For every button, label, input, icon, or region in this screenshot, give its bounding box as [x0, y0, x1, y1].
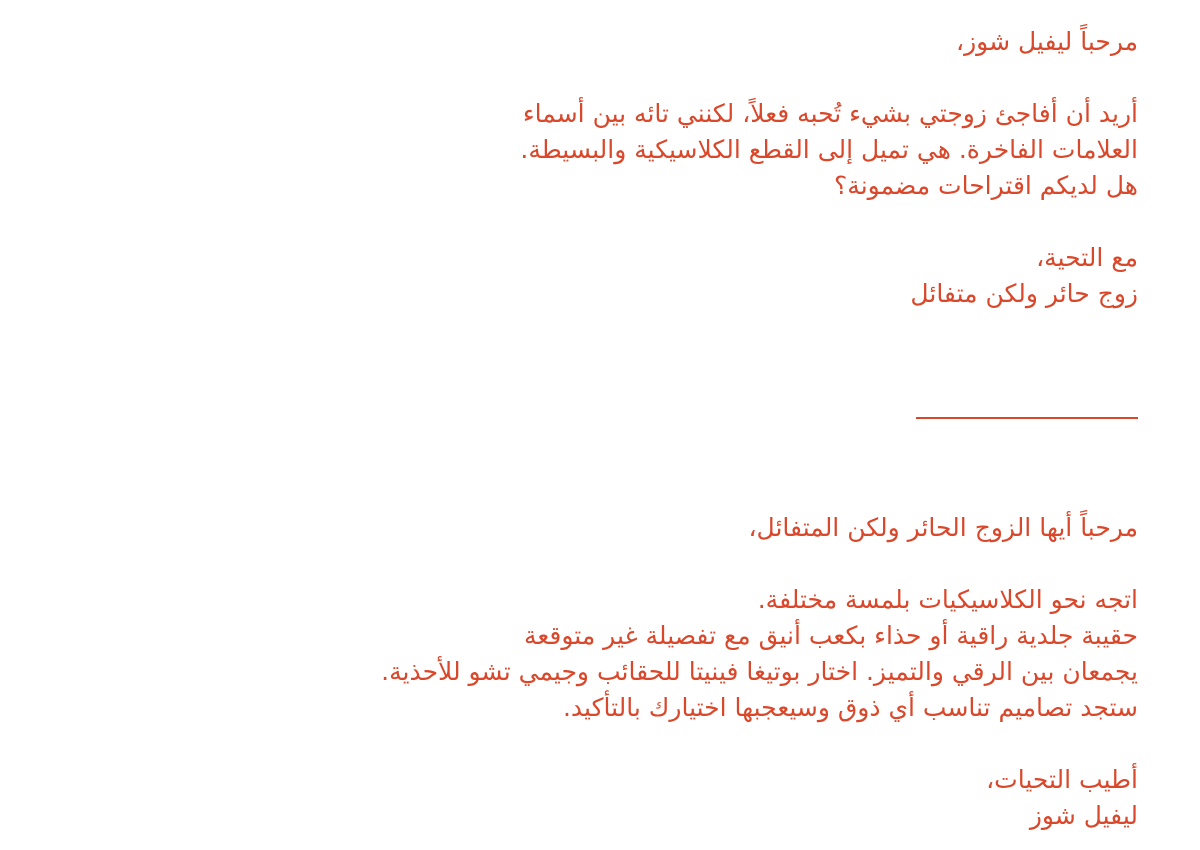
letter-body-line: أريد أن أفاجئ زوجتي بشيء تُحبه فعلاً، لكنني تائه بين أسماء	[522, 99, 1138, 128]
letter-signature: زوج حائر ولكن متفائل	[910, 279, 1138, 308]
reply-signature: ليفيل شوز	[1029, 801, 1138, 830]
letter-body-line: العلامات الفاخرة. هي تميل إلى القطع الكلاسيكية والبسيطة.	[520, 135, 1138, 164]
letter-body-line: هل لديكم اقتراحات مضمونة؟	[834, 171, 1138, 200]
section-divider	[916, 417, 1138, 419]
reply-body-line: ستجد تصاميم تناسب أي ذوق وسيعجبها اختيارك بالتأكيد.	[562, 693, 1138, 722]
reply-letter	[178, 510, 1138, 834]
question-letter	[178, 24, 1138, 312]
reply-body-line: يجمعان بين الرقي والتميز. اختار بوتيغا فينيتا للحقائب وجيمي تشو للأحذية.	[381, 657, 1138, 686]
reply-closing: أطيب التحيات،	[986, 765, 1138, 794]
reply-body-line: حقيبة جلدية راقية أو حذاء بكعب أنيق مع تفصيلة غير متوقعة	[523, 621, 1138, 650]
letter-greeting: مرحباً ليفيل شوز،	[956, 27, 1138, 56]
reply-body-line: اتجه نحو الكلاسيكيات بلمسة مختلفة.	[757, 585, 1138, 614]
reply-greeting: مرحباً أيها الزوج الحائر ولكن المتفائل،	[748, 513, 1138, 542]
spacer	[178, 60, 1138, 96]
spacer	[178, 726, 1138, 762]
spacer	[178, 204, 1138, 240]
spacer	[178, 546, 1138, 582]
letter-closing: مع التحية،	[1036, 243, 1138, 272]
